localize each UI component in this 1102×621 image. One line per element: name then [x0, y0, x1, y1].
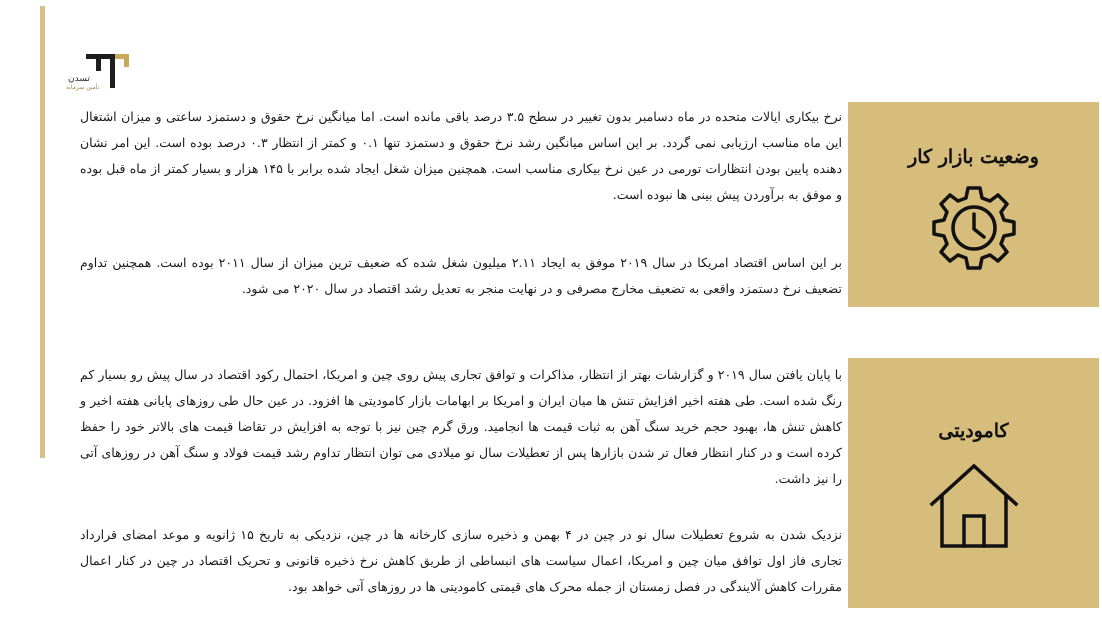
commodity-paragraph-2 — [80, 522, 842, 600]
brand-tagline: تأمین سرمایه — [66, 84, 100, 91]
gear-clock-icon — [928, 182, 1020, 274]
labor-market-paragraph-1 — [80, 104, 842, 208]
labor-market-paragraph-2 — [80, 250, 842, 302]
commodity-panel — [848, 358, 1099, 608]
brand-name: تسدن — [68, 74, 90, 84]
paragraph-text: نرخ بیکاری ایالات متحده در ماه دسامبر بدون تغییر در سطح ۳.۵ درصد باقی مانده است. اما میانگین نرخ حقوق و دستمزد ساعتی و میزان اشتغال این ماه مناسب ارزیابی نمی گردد. بر این اساس میانگین رشد نرخ حقوق و دستمزد تنها ۰.۱ و کمتر از انتظار ۰.۳ درصد بوده است. این امر نشان دهنده پایین بودن انتظارات تورمی در عین نرخ بیکاری مناسب است. همچنین میزان شغل ایجاد شده برابر با ۱۴۵ هزار و بسیار کمتر از ماه قبل بوده و موفق به برآوردن پیش بینی ها نبوده است. — [80, 109, 843, 202]
paragraph-text: بر این اساس اقتصاد امریکا در سال ۲۰۱۹ موفق به ایجاد ۲.۱۱ میلیون شغل شده که ضعیف ترین میزان از سال ۲۰۱۱ بوده است. همچنین تداوم تضعیف نرخ دستمزد واقعی به تضعیف مخارج مصرفی و در نهایت منجر به تعدیل رشد اقتصاد در سال ۲۰۲۰ می شود. — [80, 255, 842, 296]
house-icon — [928, 460, 1020, 550]
left-accent-rule — [40, 6, 45, 458]
commodity-title: کامودیتی — [938, 420, 1009, 442]
paragraph-text: با پایان یافتن سال ۲۰۱۹ و گزارشات بهتر از انتظار، مذاکرات و توافق تجاری پیش روی چین و امریکا، احتمال رکود اقتصاد در سال پیش رو بسیار کم رنگ شده است. طی هفته اخیر افزایش تنش ها میان ایران و امریکا بر ابهامات بازار کامودیتی ها افزود. در عین حال طی روزهای پایانی هفته اخیر و کاهش تنش ها، بهبود حجم خرید سنگ آهن به ثبات قیمت ها انجامید. ورق گرم چین نیز با توجه به افزایش در تقاضا قیمت های بالاتر خود را حفظ کرده است و در کنار انتظار فعال تر شدن بازارها پس از تعطیلات سال نو میلادی می توان انتظار تداوم رشد قیمت فولاد و سنگ آهن در روزهای آتی را نیز داشت. — [80, 367, 842, 486]
labor-market-title: وضعیت بازار کار — [908, 146, 1039, 168]
paragraph-text: نزدیک شدن به شروع تعطیلات سال نو در چین در ۴ بهمن و ذخیره سازی کارخانه ها در چین، نزدیکی به تاریخ ۱۵ ژانویه و موعد امضای قرارداد تجاری فاز اول توافق میان چین و امریکا، اعمال سیاست های انبساطی از طریق کاهش نرخ ذخیره قانونی و تحریک اقتصاد در چین در کنار اعمال مقررات کاهش آلایندگی در فصل زمستان از جمله محرک های قیمتی کامودیتی ها در روزهای آتی خواهد بود. — [80, 527, 842, 594]
labor-market-panel — [848, 102, 1099, 307]
commodity-paragraph-1 — [80, 362, 842, 492]
